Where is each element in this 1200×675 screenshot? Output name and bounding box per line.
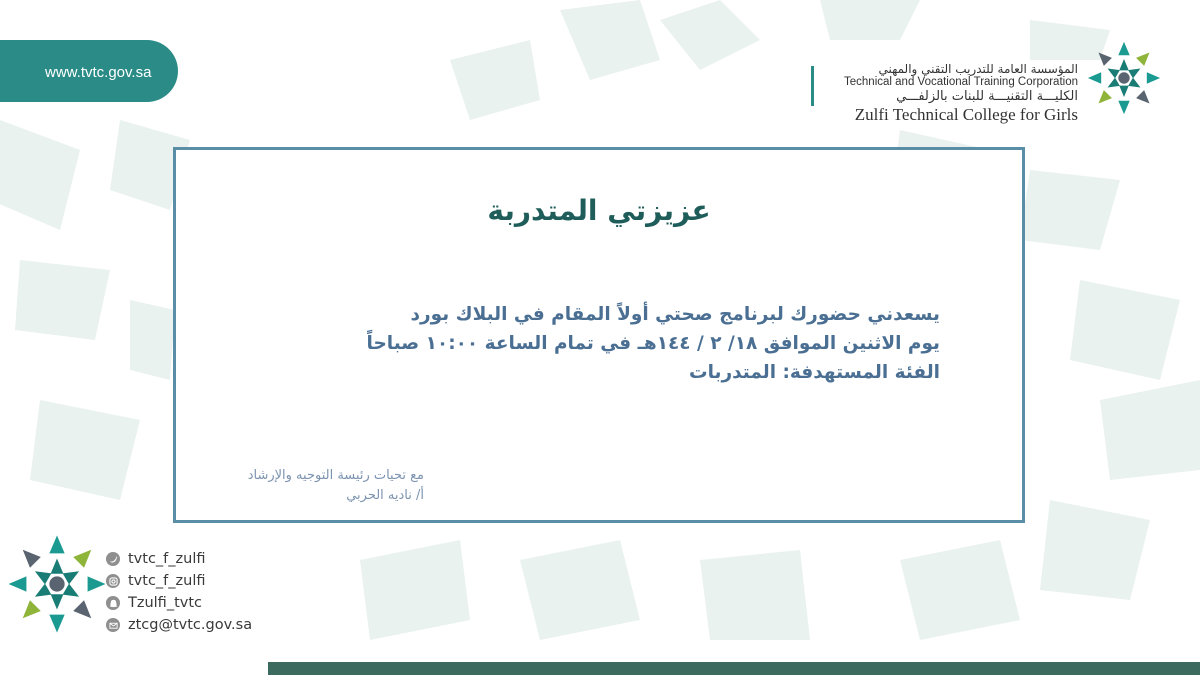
email-address: ztcg@tvtc.gov.sa xyxy=(128,617,253,633)
snapchat-handle: Tzulfi_tvtc xyxy=(128,595,202,611)
college-name-english: Zulfi Technical College for Girls xyxy=(854,105,1078,124)
signature-greeting: مع تحيات رئيسة التوجيه والإرشاد xyxy=(247,468,424,483)
card-line-program: يسعدني حضورك لبرنامج صحتي أولاً المقام في البلاك بورد xyxy=(410,304,940,325)
footer-bar xyxy=(268,662,1200,675)
social-links xyxy=(106,548,252,636)
signature-name: أ/ ناديه الحربي xyxy=(346,488,424,503)
invitation-card xyxy=(173,147,1025,523)
card-line-date-time: يوم الاثنين الموافق ١٨/ ٢ / ١٤٤هـ في تمام الساعة ١٠:٠٠ صباحاً xyxy=(366,333,940,354)
social-email[interactable] xyxy=(106,614,252,636)
tvtc-logo-icon xyxy=(1086,40,1162,116)
website-link[interactable]: www.tvtc.gov.sa xyxy=(45,64,152,81)
social-twitter[interactable] xyxy=(106,548,252,570)
card-signature xyxy=(194,466,424,506)
snapchat-icon xyxy=(106,596,120,610)
header-divider xyxy=(811,66,814,106)
header-organization xyxy=(822,62,1078,125)
card-line-target-audience: الفئة المستهدفة: المتدربات xyxy=(688,362,940,383)
email-icon xyxy=(106,618,120,632)
twitter-handle: tvtc_f_zulfi xyxy=(128,551,206,567)
card-title: عزيزتي المتدربة xyxy=(487,194,711,227)
instagram-icon xyxy=(106,574,120,588)
corporation-name-arabic: المؤسسة العامة للتدريب التقني والمهني xyxy=(878,62,1078,76)
card-body xyxy=(240,300,940,387)
social-instagram[interactable] xyxy=(106,570,252,592)
twitter-icon xyxy=(106,552,120,566)
corporation-name-english: Technical and Vocational Training Corporation xyxy=(844,76,1078,88)
social-snapchat[interactable] xyxy=(106,592,252,614)
college-name-arabic: الكليـــة التقنيـــة للبنات بالزلفـــي xyxy=(896,89,1078,104)
instagram-handle: tvtc_f_zulfi xyxy=(128,573,206,589)
tvtc-logo-icon xyxy=(6,533,108,635)
